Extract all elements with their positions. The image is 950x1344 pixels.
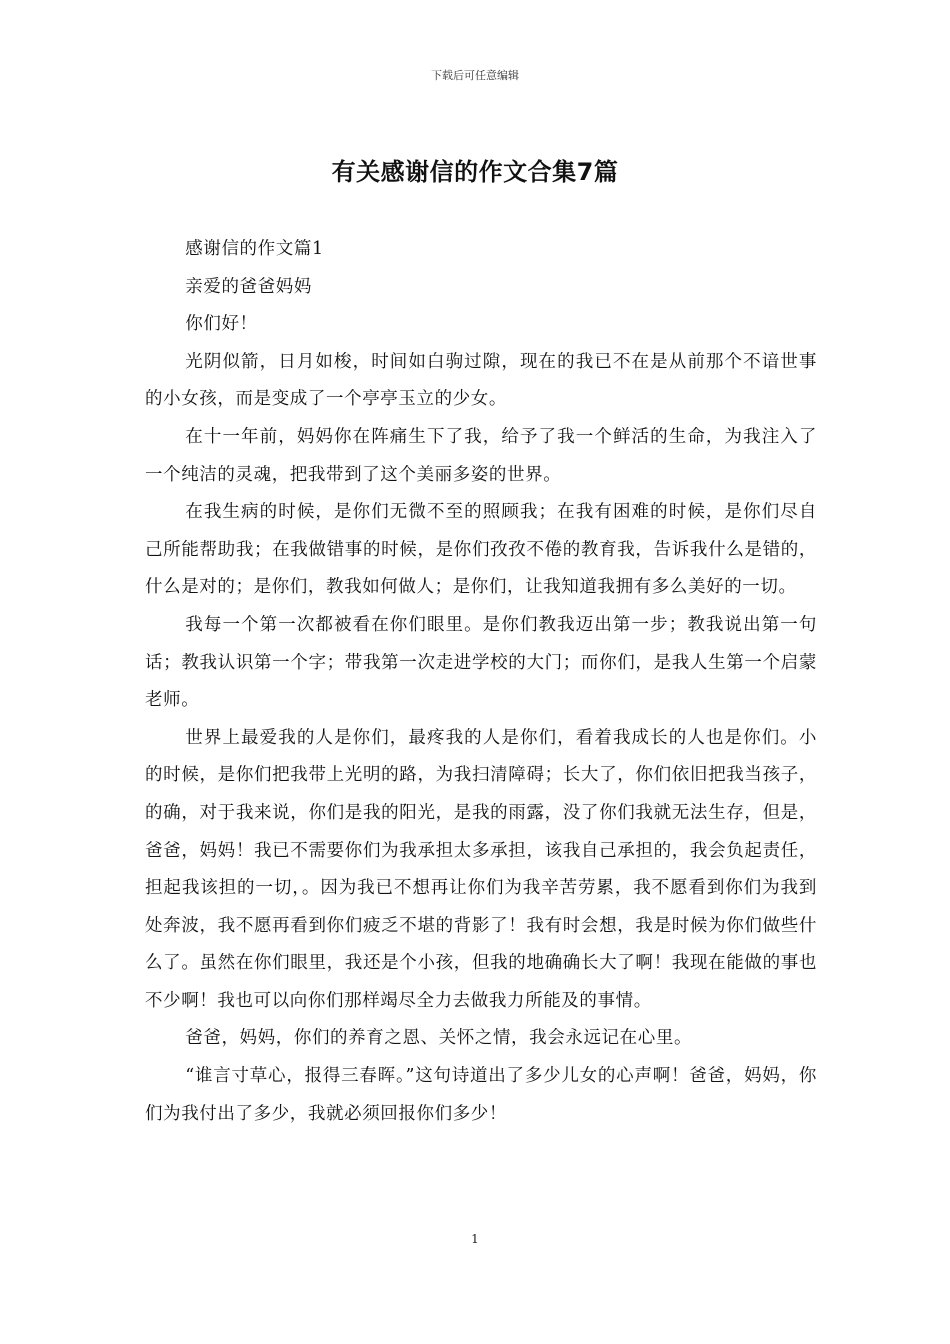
document-body (145, 231, 817, 1133)
section-heading: 感谢信的作文篇1 (185, 239, 324, 259)
body-paragraph: 我每一个第一次都被看在你们眼里。是你们教我迈出第一步；教我说出第一句话；教我认识第一个字；带我第一次走进学校的大门；而你们，是我人生第一个启蒙老师。 (145, 614, 817, 711)
body-paragraph: 在十一年前，妈妈你在阵痛生下了我，给予了我一个鲜活的生命，为我注入了一个纯洁的灵魂，把我带到了这个美丽多姿的世界。 (145, 426, 817, 485)
salutation: 亲爱的爸爸妈妈 (185, 276, 312, 297)
body-paragraph: “谁言寸草心，报得三春晖。”这句诗道出了多少儿女的心声啊！爸爸，妈妈，你们为我付出了多少，我就必须回报你们多少！ (145, 1066, 817, 1124)
page-number: 1 (471, 1232, 479, 1246)
header-note: 下载后可任意编辑 (431, 69, 519, 82)
body-paragraph: 在我生病的时候，是你们无微不至的照顾我；在我有困难的时候，是你们尽自己所能帮助我；在我做错事的时候，是你们孜孜不倦的教育我，告诉我什么是错的，什么是对的；是你们，教我如何做人；是你们，让我知道我拥有多么美好的一切。 (145, 502, 817, 598)
body-paragraph: 世界上最爱我的人是你们，最疼我的人是你们，看着我成长的人也是你们。小的时候，是你们把我带上光明的路，为我扫清障碍；长大了，你们依旧把我当孩子，的确，对于我来说，你们是我的阳光，是我的雨露，没了你们我就无法生存，但是，爸爸，妈妈！我已不需要你们为我承担太多承担，该我自己承担的，我会负起责任，担起我该担的一切，。因为我已不想再让你们为我辛苦劳累，我不愿看到你们为我到处奔波，我不愿再看到你们疲乏不堪的背影了！我有时会想，我是时候为你们做些什么了。虽然在你们眼里，我还是个小孩，但我的地确确长大了啊！我现在能做的事也不少啊！我也可以向你们那样竭尽全力去做我力所能及的事情。 (145, 727, 817, 1011)
greeting: 你们好！ (185, 314, 258, 335)
document-title: 有关感谢信的作文合集7篇 (331, 158, 619, 186)
body-paragraph: 光阴似箭，日月如梭，时间如白驹过隙，现在的我已不在是从前那个不谙世事的小女孩，而是变成了一个亭亭玉立的少女。 (145, 351, 817, 410)
body-paragraph: 爸爸，妈妈，你们的养育之恩、关怀之情，我会永远记在心里。 (185, 1028, 693, 1049)
